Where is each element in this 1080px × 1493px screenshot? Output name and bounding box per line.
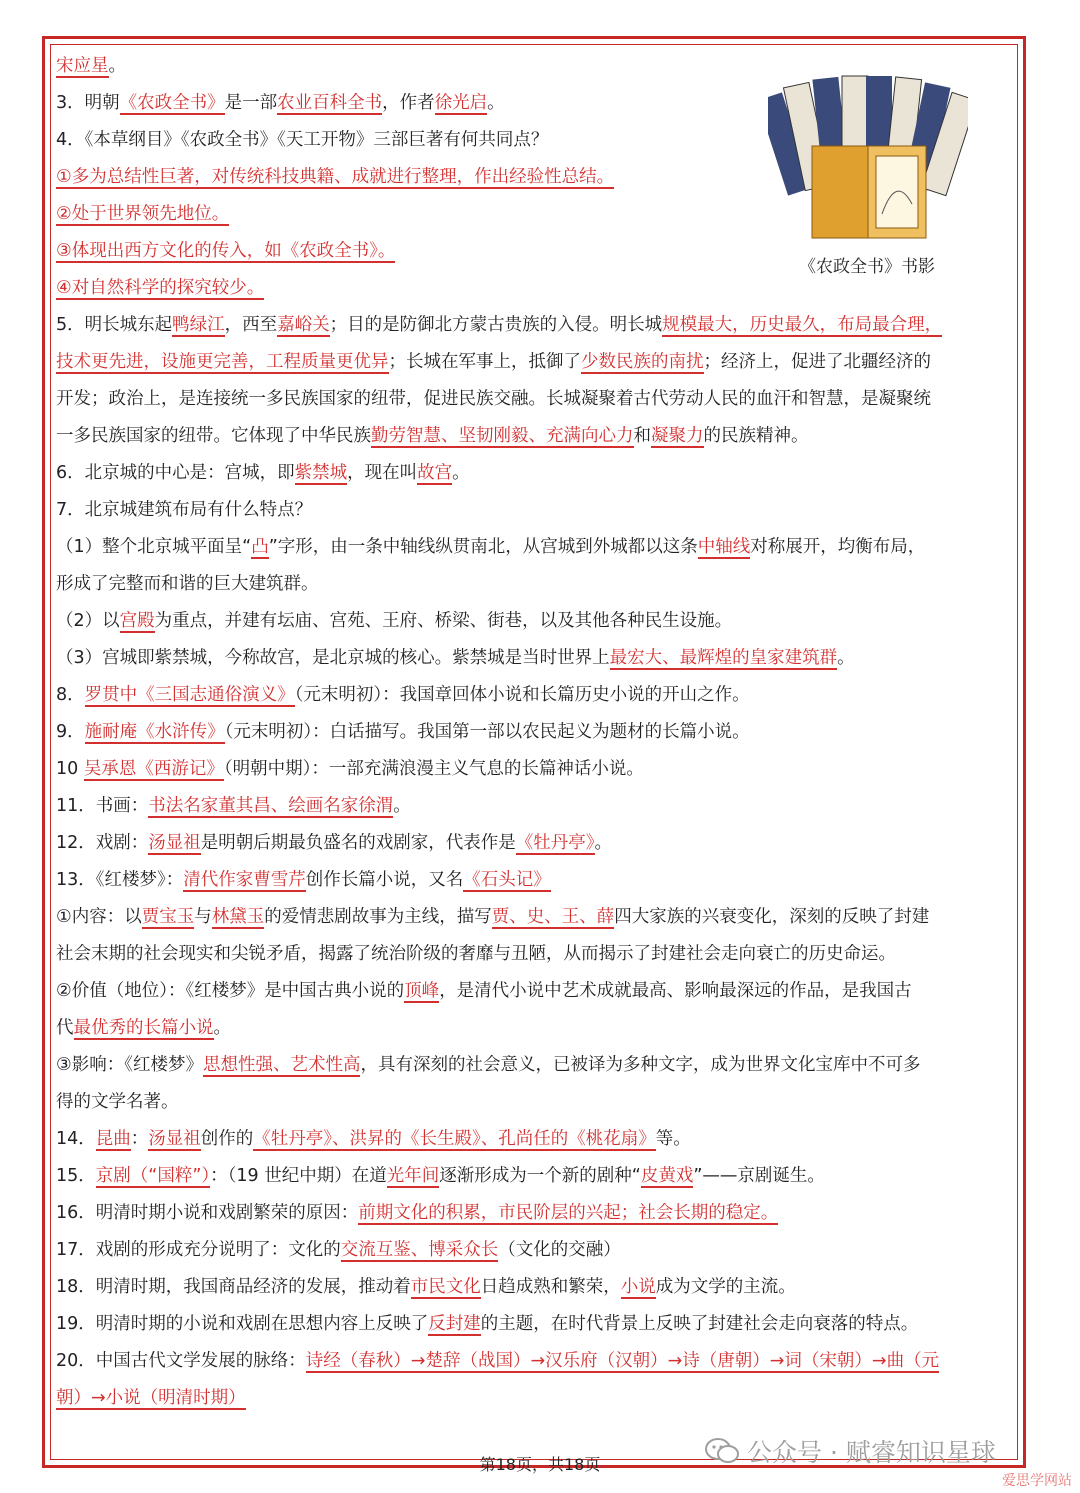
highlighted-phrase: ②处于世界领先地位。 <box>56 204 230 224</box>
text-segment: （元末明初）：白话描写。我国第一部以农民起义为题材的长篇小说。 <box>224 722 750 742</box>
text-segment: 为重点，并建有坛庙、宫苑、王府、桥梁、街巷，以及其他各种民生设施。 <box>154 611 733 631</box>
highlighted-phrase: 最宏大、最辉煌的皇家建筑群 <box>609 648 838 668</box>
text-segment: 一多民族国家的纽带。它体现了中华民族 <box>56 426 371 446</box>
text-line <box>56 122 756 159</box>
highlighted-phrase: 《牡丹亭》 <box>515 833 595 853</box>
text-line <box>56 677 1018 714</box>
text-segment: 14． <box>56 1129 96 1149</box>
text-segment: 的民族精神。 <box>703 426 809 446</box>
text-line <box>56 936 1018 973</box>
text-segment: ：（19 世纪中期）在道 <box>210 1166 387 1186</box>
highlighted-phrase: 《农政全书》 <box>119 93 225 113</box>
highlighted-phrase: 书法名家董其昌、绘画名家徐渭 <box>148 796 394 816</box>
text-line <box>56 1010 1018 1047</box>
text-line <box>56 640 1018 677</box>
text-segment: ，是清代小说中艺术成就最高、影响最深远的作品，是我国古 <box>439 981 912 1001</box>
text-line <box>56 307 1018 344</box>
text-segment: （明朝中期）：一部充满浪漫主义气息的长篇神话小说。 <box>223 759 644 779</box>
text-line <box>56 1380 1018 1417</box>
text-segment: 。 <box>487 93 505 113</box>
highlighted-phrase: 嘉峪关 <box>277 315 330 335</box>
text-segment: ；经济上，促进了北疆经济的 <box>703 352 931 372</box>
highlighted-phrase: 最优秀的长篇小说 <box>73 1018 214 1038</box>
text-segment: 7．北京城建筑布局有什么特点？ <box>56 500 313 520</box>
text-segment: 得的文学名著。 <box>56 1092 179 1112</box>
text-segment: 等。 <box>655 1129 691 1149</box>
highlighted-phrase: 《牡丹亭》、洪昇的《长生殿》、孔尚任的《桃花扇》 <box>253 1129 656 1149</box>
text-line <box>56 788 1018 825</box>
highlighted-phrase: 中轴线 <box>697 537 751 557</box>
text-line <box>56 603 1018 640</box>
text-line <box>56 344 1018 381</box>
text-line <box>56 899 1018 936</box>
highlighted-phrase: 农业百科全书 <box>277 93 383 113</box>
text-segment: 4．《本草纲目》《农政全书》《天工开物》三部巨著有何共同点？ <box>56 130 549 150</box>
highlighted-phrase: 反封建 <box>428 1314 481 1334</box>
page-number: 第18页，共18页 <box>479 1455 601 1474</box>
watermark-text: 公众号 · 赋睿知识星球 <box>747 1438 996 1467</box>
text-segment: （文化的交融） <box>498 1240 621 1260</box>
text-segment: 的爱情悲剧故事为主线，描写 <box>264 907 492 927</box>
text-line <box>56 714 1018 751</box>
text-line <box>56 1343 1018 1380</box>
highlighted-phrase: 贾宝玉 <box>141 907 195 927</box>
highlighted-phrase: 技术更先进，设施更完善，工程质量更优异 <box>56 352 389 372</box>
text-segment: ，具有深刻的社会意义，已被译为多种文字，成为世界文化宝库中不可多 <box>360 1055 921 1075</box>
highlighted-phrase: 贾、史、王、薛 <box>491 907 615 927</box>
text-line <box>56 862 1018 899</box>
highlighted-phrase: 吴承恩《西游记》 <box>83 759 224 779</box>
text-segment: 日趋成熟和繁荣， <box>480 1277 621 1297</box>
text-segment: ： <box>130 1129 149 1149</box>
text-segment: 5．明长城东起 <box>56 315 173 335</box>
highlighted-phrase: 皮黄戏 <box>640 1166 694 1186</box>
text-segment: 和 <box>633 426 651 446</box>
highlighted-phrase: 徐光启 <box>434 93 488 113</box>
text-line <box>56 1047 1018 1084</box>
highlighted-phrase: 昆曲 <box>95 1129 131 1149</box>
highlighted-phrase: 故宫 <box>417 463 453 483</box>
highlighted-phrase: 宋应星 <box>56 56 109 76</box>
text-segment: 8． <box>56 685 85 705</box>
corner-watermark: 爱思学网站 <box>1002 1473 1072 1489</box>
text-segment: 3．明朝 <box>56 93 120 113</box>
text-line <box>56 1232 1018 1269</box>
text-segment: ；目的是防御北方蒙古贵族的入侵。明长城 <box>329 315 663 335</box>
text-segment: 18．明清时期，我国商品经济的发展，推动着 <box>56 1277 411 1297</box>
highlighted-phrase: 汤显祖 <box>148 1129 201 1149</box>
text-segment: ，现在叫 <box>347 463 418 483</box>
text-segment: 社会末期的社会现实和尖锐矛盾，揭露了统治阶级的奢靡与丑陋，从而揭示了封建社会走向衰亡的历史命运。 <box>56 944 896 964</box>
text-segment: 逐渐形成为一个新的剧种“ <box>439 1166 641 1186</box>
highlighted-phrase: 清代作家曹雪芹 <box>183 870 306 890</box>
highlighted-phrase: 市民文化 <box>410 1277 481 1297</box>
text-segment: 17．戏剧的形成充分说明了：文化的 <box>56 1240 341 1260</box>
text-segment: 开发；政治上，是连接统一多民族国家的纽带，促进民族交融。长城凝聚着古代劳动人民的血汗和智慧，是凝聚统 <box>56 389 931 409</box>
highlighted-phrase: 朝）→小说（明清时期） <box>56 1388 246 1408</box>
text-segment: 创作的 <box>200 1129 254 1149</box>
highlighted-phrase: 《石头记》 <box>463 870 551 890</box>
text-segment: （3）宫城即紫禁城，今称故宫，是北京城的核心。紫禁城是当时世界上 <box>56 648 610 668</box>
text-line <box>56 196 756 233</box>
highlighted-phrase: ①多为总结性巨著，对传统科技典籍、成就进行整理，作出经验性总结。 <box>56 167 615 187</box>
text-segment: 13．《红楼梦》： <box>56 870 184 890</box>
text-segment: 6．北京城的中心是：宫城，即 <box>56 463 295 483</box>
highlighted-phrase: ④对自然科学的探究较少。 <box>56 278 265 298</box>
highlighted-phrase: 汤显祖 <box>148 833 201 853</box>
text-segment: 成为文学的主流。 <box>655 1277 796 1297</box>
text-segment: ；长城在军事上，抵御了 <box>388 352 581 372</box>
text-line <box>56 825 1018 862</box>
highlighted-phrase: 紫禁城 <box>294 463 348 483</box>
text-segment: ①内容：以 <box>56 907 142 927</box>
text-segment: 。 <box>837 648 855 668</box>
text-line <box>56 233 756 270</box>
text-segment: ②价值（地位）：《红楼梦》是中国古典小说的 <box>56 981 405 1001</box>
highlighted-phrase: 规模最大，历史最久，布局最合理， <box>662 315 943 335</box>
highlighted-phrase: 交流互鉴、博采众长 <box>340 1240 499 1260</box>
highlighted-phrase: 鸭绿江 <box>172 315 225 335</box>
text-segment: 16．明清时期小说和戏剧繁荣的原因： <box>56 1203 359 1223</box>
text-segment: 是一部 <box>224 93 278 113</box>
text-segment: 11．书画： <box>56 796 149 816</box>
text-line <box>56 1269 1018 1306</box>
text-segment: 创作长篇小说，又名 <box>305 870 464 890</box>
text-segment: 。 <box>393 796 411 816</box>
text-line <box>56 381 1018 418</box>
text-line <box>56 1084 1018 1121</box>
image-caption: 《农政全书》书影 <box>799 257 935 277</box>
text-line <box>56 1121 1018 1158</box>
book-illustration <box>768 74 968 244</box>
text-segment: ，作者 <box>382 93 435 113</box>
text-line <box>56 418 1018 455</box>
text-segment: 对称展开，均衡布局， <box>750 537 926 557</box>
highlighted-phrase: 少数民族的南扰 <box>581 352 704 372</box>
highlighted-phrase: 诗经（春秋）→楚辞（战国）→汉乐府（汉朝）→诗（唐朝）→词（宋朝）→曲（元 <box>305 1351 940 1371</box>
text-segment: 形成了完整而和谐的巨大建筑群。 <box>56 574 319 594</box>
text-segment: 10 <box>56 759 84 779</box>
text-segment: 9． <box>56 722 85 742</box>
highlighted-phrase: 罗贯中《三国志通俗演义》 <box>84 685 295 705</box>
text-segment: （1）整个北京城平面呈“ <box>56 537 252 557</box>
text-segment: 是明朝后期最负盛名的戏剧家，代表作是 <box>200 833 516 853</box>
text-segment: 12．戏剧： <box>56 833 149 853</box>
text-line <box>56 455 1018 492</box>
highlighted-phrase: 凝聚力 <box>651 426 704 446</box>
text-segment: 。 <box>108 56 126 76</box>
text-segment: 与 <box>194 907 212 927</box>
text-segment: ③影响：《红楼梦》 <box>56 1055 203 1075</box>
text-line <box>56 492 1018 529</box>
text-segment: 15． <box>56 1166 96 1186</box>
highlighted-phrase: 思想性强、艺术性高 <box>202 1055 361 1075</box>
text-segment: ，西至 <box>224 315 278 335</box>
text-segment: （元末明初）：我国章回体小说和长篇历史小说的开山之作。 <box>294 685 750 705</box>
highlighted-phrase: 凸 <box>251 537 269 557</box>
highlighted-phrase: 光年间 <box>386 1166 440 1186</box>
text-line <box>56 1306 1018 1343</box>
text-segment: （2）以 <box>56 611 120 631</box>
highlighted-phrase: 顶峰 <box>404 981 440 1001</box>
highlighted-phrase: 勤劳智慧、坚韧刚毅、充满向心力 <box>371 426 634 446</box>
text-segment: 20．中国古代文学发展的脉络： <box>56 1351 306 1371</box>
text-segment: 。 <box>213 1018 231 1038</box>
highlighted-phrase: 前期文化的积累，市民阶层的兴起；社会长期的稳定。 <box>358 1203 779 1223</box>
text-segment: ”——京剧诞生。 <box>693 1166 825 1186</box>
text-segment: ”字形，由一条中轴线纵贯南北，从宫城到外城都以这条 <box>268 537 698 557</box>
text-line <box>56 751 1018 788</box>
text-line <box>56 270 756 307</box>
text-line <box>56 1158 1018 1195</box>
text-segment: 。 <box>452 463 470 483</box>
highlighted-phrase: 宫殿 <box>119 611 155 631</box>
text-line <box>56 973 1018 1010</box>
text-segment: 代 <box>56 1018 74 1038</box>
text-segment: 四大家族的兴衰变化，深刻的反映了封建 <box>614 907 930 927</box>
text-line <box>56 85 756 122</box>
text-segment: 。 <box>594 833 613 853</box>
text-segment: 的主题，在时代背景上反映了封建社会走向衰落的特点。 <box>480 1314 919 1334</box>
text-line <box>56 566 1018 603</box>
highlighted-phrase: 施耐庵《水浒传》 <box>84 722 225 742</box>
text-line <box>56 159 756 196</box>
highlighted-phrase: 林黛玉 <box>211 907 265 927</box>
text-segment: 19．明清时期的小说和戏剧在思想内容上反映了 <box>56 1314 429 1334</box>
text-line <box>56 529 1018 566</box>
highlighted-phrase: 京剧（“国粹”） <box>95 1166 211 1186</box>
highlighted-phrase: ③体现出西方文化的传入，如《农政全书》。 <box>56 241 396 261</box>
text-line <box>56 1195 1018 1232</box>
highlighted-phrase: 小说 <box>620 1277 656 1297</box>
